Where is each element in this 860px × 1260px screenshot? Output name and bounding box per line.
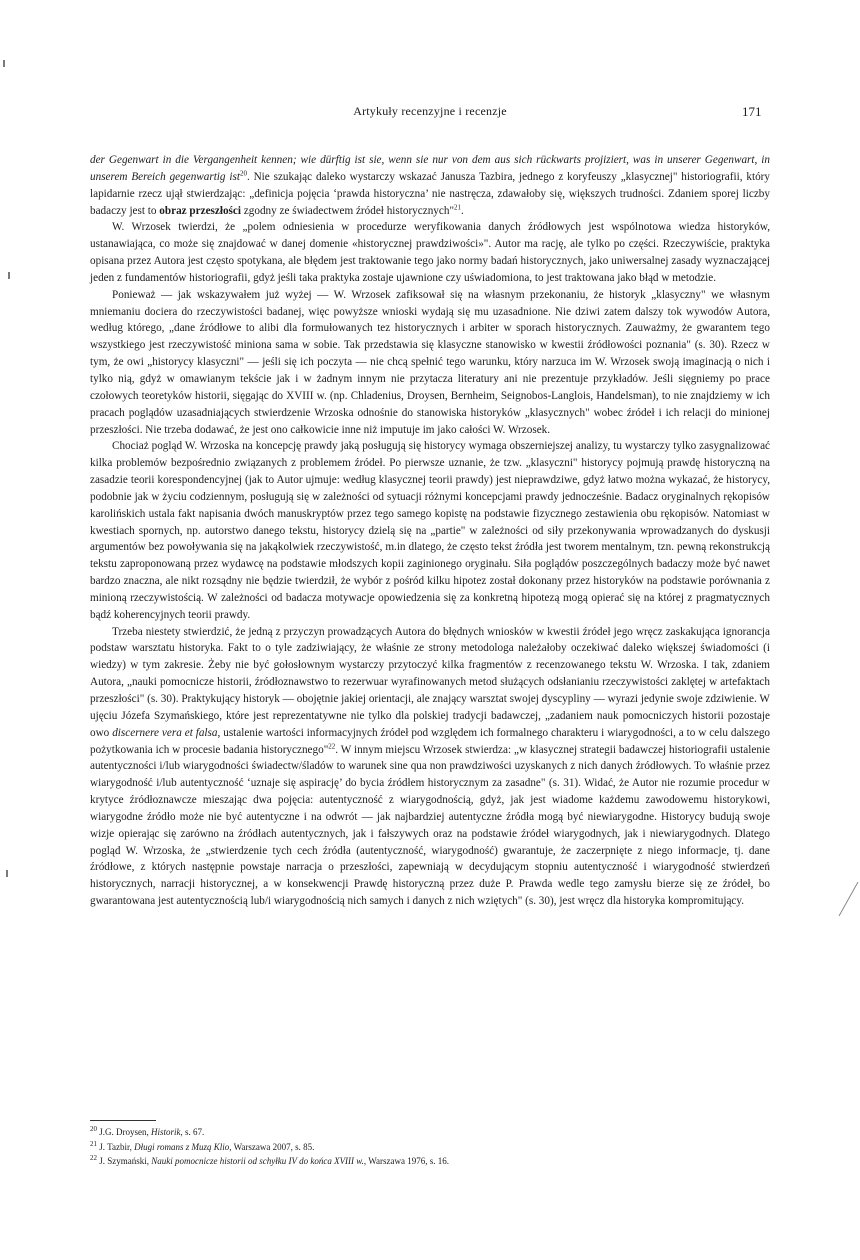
paragraph-5-text-c: . W innym miejscu Wrzosek stwierdza: „w klasycznej strategii badawczej historiografii ustalenie autentyczności i/lub wiarygodności świadectw/śladów to warunek sine qua non prawdziwości uzyskanych z nich danych źródłowych. To właśnie przez wiarygodność i/lub autentyczność ‘uznaje się aspirację’ do bycia źródłem historycznym za zasadne" (s. 31). Widać, że Autor nie rozumie procedur w krytyce źródłoznawcze mieszając dwa pojęcia: autentyczność z wiarygodnością, gdyż, jak jest wiadome każdemu zawodowemu historykowi, wiarygodne źródło może nie być autentyczne i na odwrót — jak najbardziej autentyczne źródła mogą być niewiarygodne. Historycy budują swoje wizje opierając się zarówno na źródłach autentycznych, jak i fałszywych oraz na podstawie źródeł wiarygodnych, jak i niewiarygodnych. Dlatego pogląd W. Wrzoska, że „stwierdzenie tych cech źródła (autentyczność, wiarygodność) gwarantuje, że zaczerpnięte z niego informacje, tj. dane źródłowe, z których następnie powstaje narracja o przeszłości, zapewniają w decydującym stopniu autentyczność i wiarygodność stwierdzeń historycznych, narracji historycznej, a w konsekwencji Prawdę historyczną przez duże P. Prawda wedle tego zamysłu bierze się ze źródeł, bo gwarantowana jest autentycznością lub/i wiarygodnością nich samych i danych z nich wziętych" (s. 30), jest wręcz dla historyka kompromitujący.	[90, 743, 770, 908]
latin-phrase: discernere vera et falsa	[112, 726, 218, 739]
footnote-author: J. Szymański,	[97, 1156, 152, 1166]
footnote-21	[90, 1140, 770, 1155]
footnote-details: , Warszawa 2007, s. 85.	[229, 1141, 315, 1152]
paragraph-1	[90, 152, 770, 219]
footnote-20	[90, 1125, 770, 1140]
paragraph-1-text-a: . Nie szukając daleko wystarczy wskazać Janusza Tazbira, jednego z koryfeuszy „klasycznej" historiografii, który lapidarnie rzecz ujął stwierdzając: „definicja pojęcia ‘prawda historyczna’ nie nastręcza, zdawałoby się, większych trudności. Zdaniem sporej liczby badaczy jest to	[90, 170, 770, 217]
paragraph-1-text-b: zgodny ze świadectwem źródeł historycznych"	[241, 204, 455, 217]
running-title: Artykuły recenzyjne i recenzje	[353, 104, 507, 118]
footnote-details: , s. 67.	[180, 1127, 205, 1137]
paragraph-4: Chociaż pogląd W. Wrzoska na koncepcję prawdy jaką posługują się historycy wymaga obszerniejszej analizy, tu wystarczy tylko zasygnalizować kilka problemów bezpośrednio związanych z problemem źródeł. Po pierwsze uznanie, że tzw. „klasyczni" historycy pojmują prawdę historyczną na zasadzie teorii korespondencyjnej (jak to Autor ujmuje: według klasycznej teorii prawdy) jest nieprawdziwe, gdyż łatwo można wykazać, że historycy, podobnie jak w życiu codziennym, posługują się w zależności od sytuacji różnymi koncepcjami prawdy jednocześnie. Badacz oryginalnych rękopisów karolińskich ustala fakt napisania dwóch manuskryptów przez tego samego kopistę na podstawie fizycznego zestawienia obu rękopisów. Natomiast w kwestiach spornych, np. autorstwo danego tekstu, historycy dzielą się na „partie" w zależności od siły przekonywania wprowadzanych do dyskusji argumentów bez powoływania się na jakąkolwiek rzeczywistość, m.in dlatego, że często tekst źródła jest tworem mentalnym, tzn. pewną rekonstrukcją tekstu zaproponowaną przez wydawcę na podstawie młodszych kopii zaginionego oryginału. Siła poglądów poszczególnych badaczy może być nawet bardzo znaczna, ale nikt rozsądny nie będzie twierdził, że wybór z pośród kilku hipotez został dokonany przez historyków na podstawie porównania z minioną rzeczywistością. W zależności od badacza motywacje opowiedzenia się za konkretną hipotezą mogą opierać się na której z pragmatycznych bądź koherencyjnych teorii prawdy.	[90, 440, 770, 621]
paragraph-3: Ponieważ — jak wskazywałem już wyżej — W. Wrzosek zafiksował się na własnym przekonaniu, że historyk „klasyczny" we własnym mniemaniu dociera do rzeczywistości badanej, więc powyższe wnioski wydają się mu uzasadnione. Nie dziwi zatem dalszy tok wywodów Autora, według którego, „dane źródłowe to alibi dla formułowanych tez historycznych i arbiter w sporach historycznych. Zauważmy, że gwarantem tego wszystkiego jest rzeczywistość miniona sama w sobie. Tak przedstawia się klasyczne stanowisko w kwestii źródłowości poznania" (s. 30). Rzecz w tym, że owi „historycy klasyczni" — jeśli się ich poczyta — nie chcą spełnić tego warunku, który narzuca im W. Wrzosek swoją imaginacją o nich i tylko nią, gdyż w omawianym tekście jak i w żadnym innym nie przytacza literatury ani nie prezentuje przykładów. Jeśli sięgniemy po prace czołowych teoretyków historii, sięgając do XVIII w. (np. Chladenius, Droysen, Bernheim, Seignobos-Langlois, Handelsman), to nie znajdziemy w ich pracach poglądów uzasadniających stwierdzenie Wrzoska odnośnie do stanowiska historyków „klasycznych" wobec źródeł i ich relacji do minionej przeszłości. Nie trzeba dodawać, że jest ono całkowicie inne niż imputuje im jako całości W. Wrzosek.	[90, 288, 770, 436]
footnote-author: J. Tazbir,	[97, 1141, 135, 1152]
footnote-title: Nauki pomocnicze historii od schyłku IV do końca XVIII w.	[151, 1156, 364, 1166]
quoted-german-text: der Gegenwart in die Vergangenheit kennen; wie dürftig ist sie, wenn sie nur von dem aus sich rückwarts projiziert, was in unserer Gegenwart, in unserem Bereich gegenwartig ist	[90, 154, 770, 183]
emphasis-bold: obraz przeszłości	[159, 204, 241, 217]
footnote-title: Historik	[151, 1127, 181, 1137]
footnote-author: J.G. Droysen,	[97, 1127, 151, 1137]
footnote-separator	[90, 1120, 156, 1121]
paragraph-5	[90, 624, 770, 910]
paragraph-5-text-b: , ustalenie wartości informacyjnych źródeł pod względem ich formalnego charakteru i wiarygodności, a to w celu dalszego pożytkowania ich w procesie badania historycznego"	[90, 726, 771, 756]
scan-mark-left-top	[3, 60, 5, 67]
footnote-number: 22	[90, 1154, 97, 1162]
paragraph-5-text-a: Trzeba niestety stwierdzić, że jedną z przyczyn prowadzących Autora do błędnych wniosków w kwestii źródeł jego wręcz zaskakująca ignorancja podstaw warsztatu historyka. Fakt to o tyle zadziwiający, że właśnie ze strony metodologa należałoby oczekiwać daleko większej świadomości (i wiedzy) w tym zakresie. Żeby nie być gołosłownym wystarczy przytoczyć kilka fragmentów z recenzowanego tekstu W. Wrzoska. I tak, zdaniem Autora, „nauki pomocnicze historii, źródłoznawstwo to rezerwuar wyrafinowanych metod służących odsłanianiu rzeczywistości zaklętej w artefaktach przeszłości" (s. 30). Praktykujący historyk — obojętnie jakiej orientacji, ale znający warsztat swojej dyscypliny — wyrazi jedynie swoje zdziwienie. W ujęciu Józefa Szymańskiego, które jest reprezentatywne nie tylko dla polskiej tradycji badawczej, „zadaniem nauk pomocniczych historii pozostaje owo	[90, 625, 770, 739]
footnote-ref-20[interactable]: 20	[239, 169, 247, 178]
paragraph-1-end: .	[461, 204, 464, 217]
paragraph-2: W. Wrzosek twierdzi, że „polem odniesienia w procedurze weryfikowania danych źródłowych jest wspólnotowa wiedza historyków, ustanawiająca, co może się znajdować w danej domenie «historycznej prawdziwości»". Autor ma rację, ale tylko po części. Rzeczywiście, praktyka opisana przez Autora jest często spotykana, ale błędem jest traktowanie tego jako normy badań historycznych, jako uniwersalnej zasady wyznaczającej jeden z fundamentów historiografii, gdyż jeśli taka praktyka zostaje ujawnione czy uświadomiona, to jest traktowana jako błąd w metodzie.	[90, 221, 770, 284]
footnote-22	[90, 1154, 770, 1169]
footnote-ref-22[interactable]: 22	[328, 741, 336, 750]
footnotes	[90, 1125, 770, 1169]
article-body	[90, 152, 770, 910]
footnote-number: 20	[90, 1125, 97, 1133]
footnote-title: Długi romans z Muzą Klio	[134, 1141, 230, 1152]
footnote-number: 21	[90, 1139, 97, 1148]
scan-mark-left-lower	[6, 870, 8, 877]
footnote-ref-21[interactable]: 21	[454, 202, 462, 211]
scan-mark-left-middle	[8, 272, 10, 279]
footnote-details: , Warszawa 1976, s. 16.	[363, 1156, 449, 1166]
scan-mark-right-edge	[836, 880, 860, 920]
page-number: 171	[742, 104, 762, 119]
